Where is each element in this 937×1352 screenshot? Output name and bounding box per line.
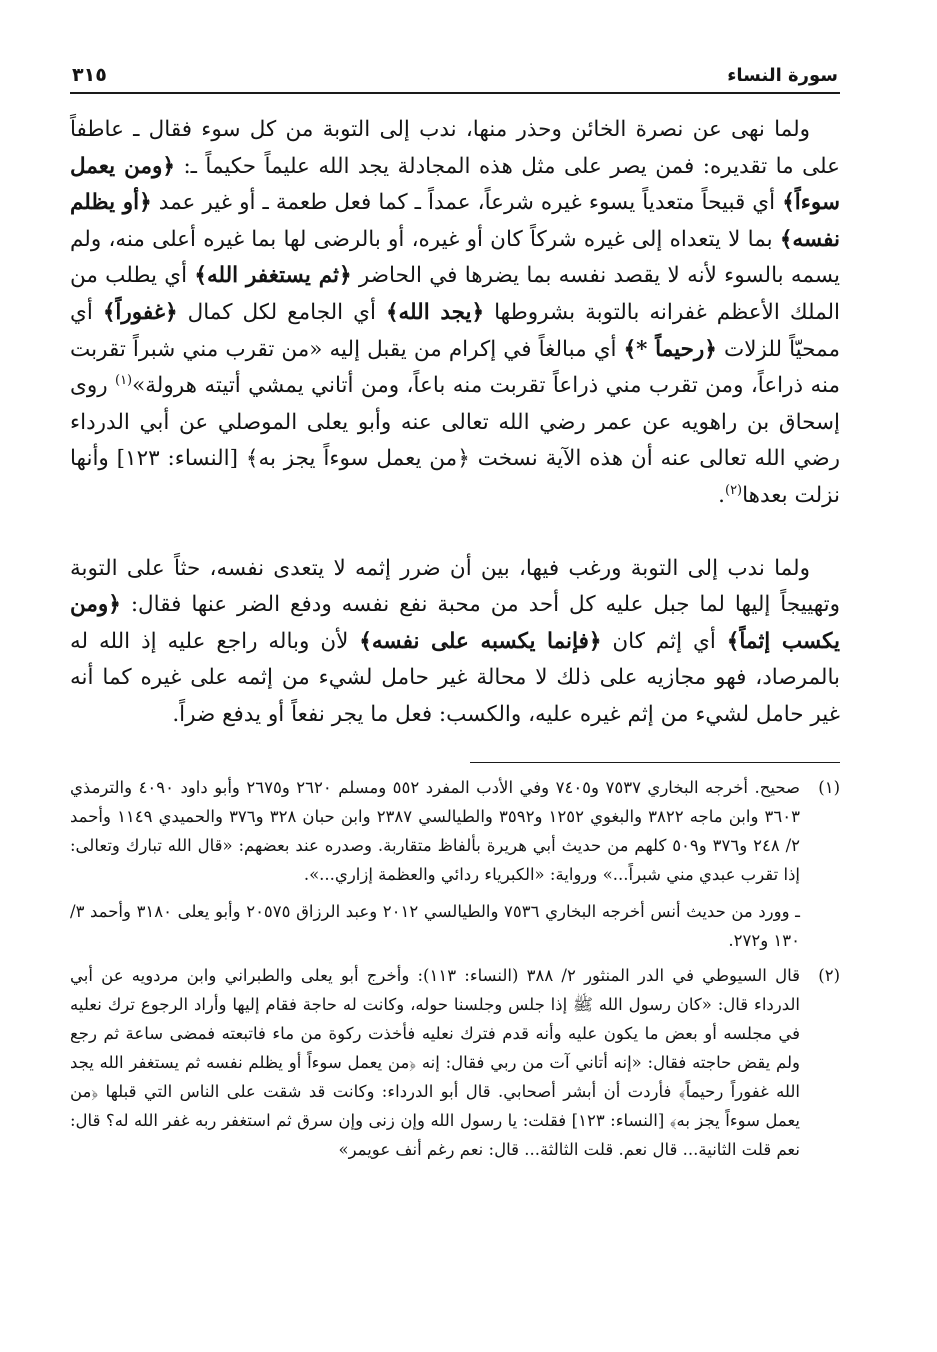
quran-quote: ﴿يجد الله﴾	[385, 299, 485, 325]
quran-quote: ﴿ثم يستغفر الله﴾	[194, 263, 352, 289]
footnote-2	[70, 961, 840, 1164]
page-number: ٣١٥	[72, 64, 107, 86]
footnote-text	[70, 773, 800, 955]
text-run: أي يطلب من الملك الأعظم غفرانه بالتوبة بشروطها	[70, 263, 841, 325]
quran-quote: ﴿غفوراً﴾	[102, 299, 178, 325]
paragraph-2	[70, 551, 840, 734]
text-run: ولما نهى عن نصرة الخائن وحذر منها، ندب إلى التوبة من كل سوء فقال ـ عاطفاً على ما تقديره: فمن يصر على مثل هذه المجادلة يجد الله عليماً حكيماً ـ:	[70, 117, 840, 179]
footnote-ref-2[interactable]: (٢)	[724, 482, 743, 498]
text-run: أي ممحيّاً للزلات	[70, 299, 840, 362]
text-run: بما لا يتعداه إلى غيره شركاً كان أو غيره، أو بالرضى لها بما غيره أعلى منه، ولم يسمه بالسوء لأنه لا يقصد نفسه بما يضرها في الحاضر	[70, 226, 840, 289]
quran-quote: ﴿ومن يعمل سوءاً﴾	[70, 153, 840, 216]
text-run: لأن وباله راجع عليه إذ الله له بالمرصاد، فهو مجازيه على ذلك لا محالة غير حامل لشيء من إثمه على غيره كما أنه غير حامل لشيء من إثم غيره عليه، والكسب: فعل ما يجر نفعاً أو يدفع ضراً.	[70, 628, 840, 727]
text-run: أي مبالغاً في إكرام من يقبل إليه «من تقرب مني شبراً تقربت منه ذراعاً، ومن تقرب مني ذراعاً تقربت منه باعاً، ومن أتاني يمشي أتيته هرولة»	[70, 336, 840, 399]
quran-quote: ﴿ومن يكسب إثماً﴾	[70, 592, 840, 654]
footnote-number: (١)	[818, 777, 840, 797]
quran-quote: ﴿أو يظلم نفسه﴾	[70, 190, 840, 252]
text-run: روى إسحاق بن راهويه عن عمر رضي الله تعالى عنه وأبو يعلى الموصلي عن أبي الدرداء رضي الله تعالى عنه أن هذه الآية نسخت ﴿من يعمل سوءاً يجز به﴾ [النساء: ١٢٣] وأنها نزلت بعدها	[70, 373, 840, 508]
text-run: أي الجامع لكل كمال	[177, 299, 386, 325]
footnote-paragraph: قال السيوطي في الدر المنثور ٢/ ٣٨٨ (النساء: ١١٣): وأخرج أبو يعلى والطبراني وابن مردويه عن أبي الدرداء قال: «كان رسول الله ﷺ إذا جلس وجلسنا حوله، وكانت له حاجة فقام إليها وأراد الرجوع ترك نعليه في مجلسه أو بعض ما يكون عليه وأنه قدم فترك نعليه فأخذت ركوة من ماء فاتبعته فمضى ساعة ثم رجع ولم يقض حاجته فقال: «إنه أتاني آت من ربي فقال: إنه ﴿من يعمل سوءاً أو يظلم نفسه ثم يستغفر الله يجد الله غفوراً رحيماً﴾ فأردت أن أبشر أصحابي. قال أبو الدرداء: وكانت قد شقت على الناس التي قبلها ﴿من يعمل سوءاً يجز به﴾ [النساء: ١٢٣] فقلت: يا رسول الله وإن زنى وإن سرق ثم استغفر ربه غفر الله له؟ قال: نعم قلت الثانية... قال نعم. قلت الثالثة... قال: نعم رغم أنف عويمر»	[70, 965, 801, 1159]
page-header	[70, 52, 840, 94]
text-run: ولما ندب إلى التوبة ورغب فيها، بين أن ضرر إثمه لا يتعدى نفسه، حثاً على التوبة وتهييجاً إليها لما جبل عليه كل أحد من محبة نفع نفسه ودفع الضر عنها فقال:	[70, 555, 840, 618]
text-run: أي إثم كان	[601, 628, 727, 654]
footnote-text	[70, 961, 800, 1164]
footnotes	[70, 773, 840, 1164]
footnote-divider	[470, 762, 840, 763]
quran-quote: ﴿فإنما يكسبه على نفسه﴾	[359, 628, 602, 654]
quran-quote: ﴿رحيماً *﴾	[623, 336, 717, 362]
text-run: .	[718, 482, 725, 508]
text-run: أي قبيحاً متعدياً يسوء غيره شرعاً، عمداً ـ كما فعل طعمة ـ أو غير عمد	[151, 190, 783, 216]
footnote-number: (٢)	[818, 965, 840, 985]
surah-title: سورة النساء	[727, 65, 838, 86]
footnote-ref-1[interactable]: (١)	[114, 373, 133, 388]
footnote-paragraph: ـ وورد من حديث أنس أخرجه البخاري ٧٥٣٦ والطيالسي ٢٠١٢ وعبد الرزاق ٢٠٥٧٥ وأبو يعلى ٣١٨٠ وأحمد ٣/ ١٣٠ و٢٧٢.	[70, 901, 801, 950]
paragraph-1	[70, 112, 840, 515]
footnote-1	[70, 773, 840, 955]
footnote-paragraph: صحيح. أخرجه البخاري ٧٥٣٧ و٧٤٠٥ وفي الأدب المفرد ٥٥٢ ومسلم ٢٦٢٠ و٢٦٧٥ وأبو داود ٤٠٩٠ والترمذي ٣٦٠٣ وابن ماجه ٣٨٢٢ والبغوي ١٢٥٢ و٣٥٩٢ والطيالسي ٢٣٨٧ وابن حبان ٣٢٨ و٣٧٦ والحميدي ١١٤٩ وأحمد ٢/ ٢٤٨ و٣٧٦ و٥٠٩ كلهم من حديث أبي هريرة بألفاظ متقاربة. وصدره عند بعضهم: «قال الله تبارك وتعالى: إذا تقرب عبدي مني شبراً...» ورواية: «الكبرياء ردائي والعظمة إزاري...».	[70, 777, 801, 884]
main-text	[70, 112, 840, 734]
book-page	[70, 52, 840, 1164]
